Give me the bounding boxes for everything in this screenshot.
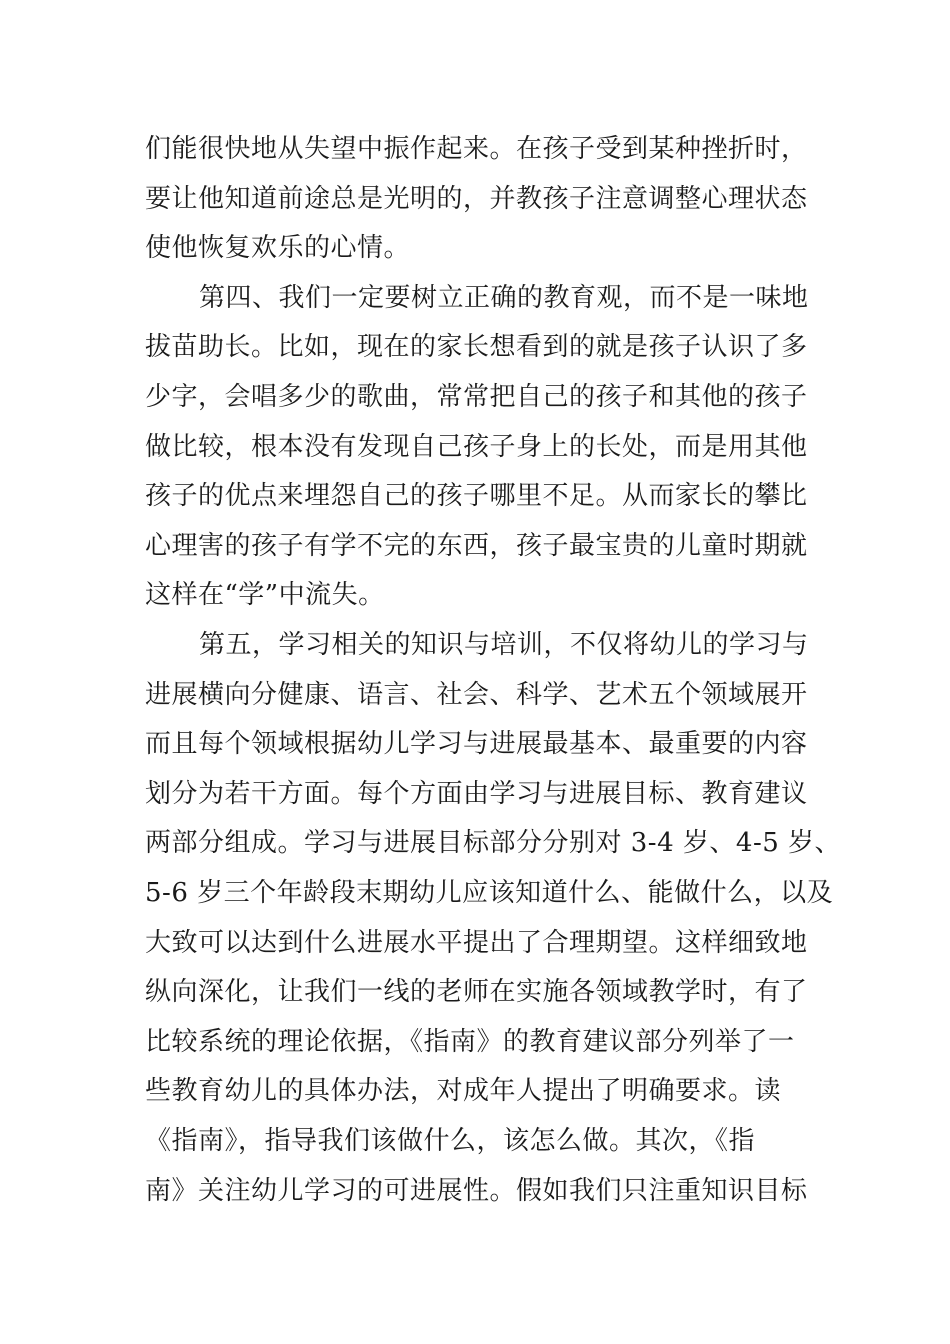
text-line: 两部分组成。学习与进展目标部分分别对 3-4 岁、4-5 岁、 xyxy=(145,828,842,858)
text-line: 做比较，根本没有发现自己孩子身上的长处，而是用其他 xyxy=(145,432,808,462)
text-line: 5-6 岁三个年龄段末期幼儿应该知道什么、能做什么，以及 xyxy=(145,878,834,908)
text-line: 些教育幼儿的具体办法，对成年人提出了明确要求。读 xyxy=(145,1076,782,1106)
paragraph-start-line: 第四、我们一定要树立正确的教育观，而不是一味地 xyxy=(199,283,809,313)
text-line: 比较系统的理论依据，《指南》的教育建议部分列举了一 xyxy=(145,1027,795,1057)
text-line: 们能很快地从失望中振作起来。在孩子受到某种挫折时， xyxy=(145,134,808,164)
text-line: 《指南》，指导我们该做什么，该怎么做。其次，《指 xyxy=(145,1126,756,1156)
text-line: 而且每个领域根据幼儿学习与进展最基本、最重要的内容 xyxy=(145,729,808,759)
text-line: 进展横向分健康、语言、社会、科学、艺术五个领域展开 xyxy=(145,680,808,710)
text-line: 心理害的孩子有学不完的东西，孩子最宝贵的儿童时期就 xyxy=(145,531,808,561)
text-line: 少字，会唱多少的歌曲，常常把自己的孩子和其他的孩子 xyxy=(145,382,808,412)
text-line: 这样在“学”中流失。 xyxy=(145,580,385,610)
text-line: 大致可以达到什么进展水平提出了合理期望。这样细致地 xyxy=(145,928,808,958)
text-line: 南》关注幼儿学习的可进展性。假如我们只注重知识目标 xyxy=(145,1176,808,1206)
text-line: 孩子的优点来埋怨自己的孩子哪里不足。从而家长的攀比 xyxy=(145,481,808,511)
text-line: 纵向深化，让我们一线的老师在实施各领域教学时，有了 xyxy=(145,977,808,1007)
paragraph-start-line: 第五，学习相关的知识与培训，不仅将幼儿的学习与 xyxy=(199,630,809,660)
text-line: 拔苗助长。比如，现在的家长想看到的就是孩子认识了多 xyxy=(145,332,808,362)
text-line: 使他恢复欢乐的心情。 xyxy=(145,233,411,263)
text-line: 划分为若干方面。每个方面由学习与进展目标、教育建议 xyxy=(145,779,808,809)
text-line: 要让他知道前途总是光明的，并教孩子注意调整心理状态 xyxy=(145,184,808,214)
